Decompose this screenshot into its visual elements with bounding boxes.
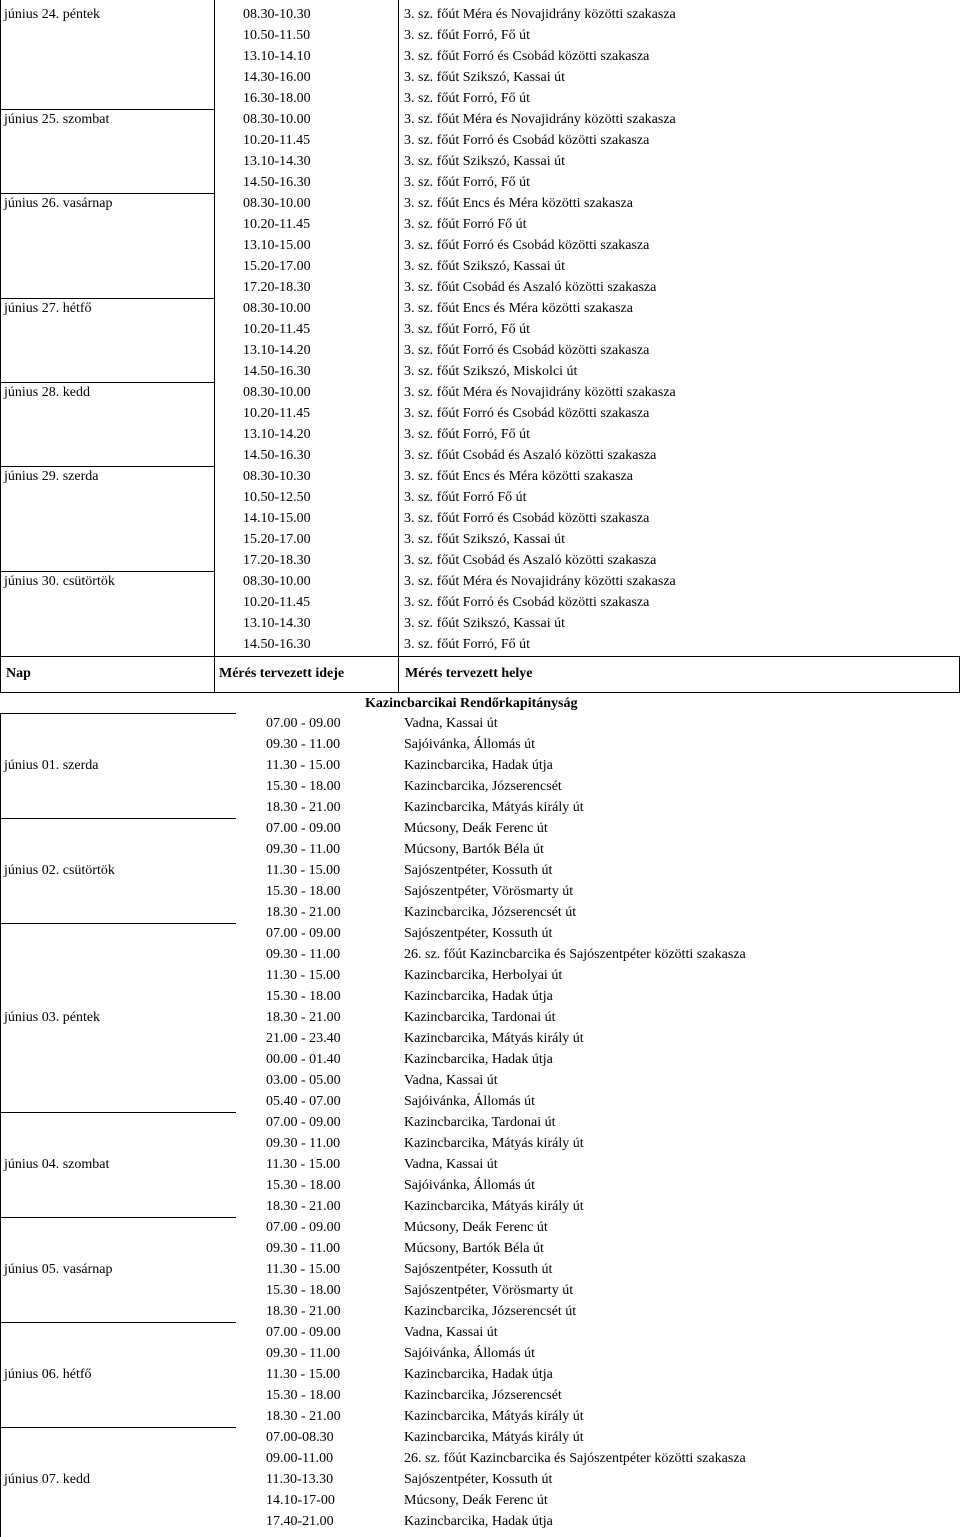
location-cell: 3. sz. főút Szikszó, Miskolci út <box>404 364 578 379</box>
time-cell: 15.30 - 18.00 <box>266 1283 341 1298</box>
location-cell: Kazincbarcika, Mátyás király út <box>404 800 584 815</box>
location-cell: Sajószentpéter, Kossuth út <box>404 926 553 941</box>
location-cell: 3. sz. főút Encs és Méra közötti szakasza <box>404 196 633 211</box>
location-cell: 3. sz. főút Csobád és Aszaló közötti szakasza <box>404 553 657 568</box>
time-cell: 13.10-14.20 <box>243 427 311 442</box>
location-cell: Sajószentpéter, Vörösmarty út <box>404 1283 574 1298</box>
day-label: június 07. kedd <box>4 1472 90 1487</box>
time-cell: 15.30 - 18.00 <box>266 1178 341 1193</box>
location-cell: Kazincbarcika, Tardonai út <box>404 1115 556 1130</box>
location-cell: 3. sz. főút Szikszó, Kassai út <box>404 259 565 274</box>
time-cell: 08.30-10.30 <box>243 7 311 22</box>
location-cell: 3. sz. főút Forró Fő út <box>404 490 527 505</box>
time-cell: 09.30 - 11.00 <box>266 737 341 752</box>
time-cell: 08.30-10.00 <box>243 574 311 589</box>
location-cell: Kazincbarcika, Hadak útja <box>404 989 553 1004</box>
location-cell: Vadna, Kassai út <box>404 1157 498 1172</box>
time-cell: 11.30 - 15.00 <box>266 863 341 878</box>
location-cell: 3. sz. főút Méra és Novajidrány közötti szakasza <box>404 385 676 400</box>
location-cell: Kazincbarcika, Mátyás király út <box>404 1430 584 1445</box>
day-label: június 30. csütörtök <box>4 574 115 589</box>
location-cell: Múcsony, Deák Ferenc út <box>404 1493 548 1508</box>
location-cell: 3. sz. főút Forró és Csobád közötti szakasza <box>404 406 650 421</box>
location-cell: Kazincbarcika, Mátyás király út <box>404 1031 584 1046</box>
day-label: június 06. hétfő <box>4 1367 92 1382</box>
time-cell: 10.50-11.50 <box>243 28 311 43</box>
table1-col-divider <box>214 0 215 657</box>
location-cell: Sajóivánka, Állomás út <box>404 1178 536 1193</box>
location-cell: 3. sz. főút Csobád és Aszaló közötti szakasza <box>404 280 657 295</box>
time-cell: 18.30 - 21.00 <box>266 1304 341 1319</box>
time-cell: 09.30 - 11.00 <box>266 1346 341 1361</box>
location-cell: 3. sz. főút Forró és Csobád közötti szakasza <box>404 49 650 64</box>
day-label: június 28. kedd <box>4 385 90 400</box>
header-time: Mérés tervezett ideje <box>219 666 345 681</box>
time-cell: 07.00 - 09.00 <box>266 716 341 731</box>
time-cell: 14.50-16.30 <box>243 637 311 652</box>
header-top-border <box>0 656 960 657</box>
location-cell: Kazincbarcika, Józserencsét út <box>404 905 577 920</box>
day-label: június 02. csütörtök <box>4 863 115 878</box>
location-cell: Múcsony, Deák Ferenc út <box>404 1220 548 1235</box>
table2-left-border <box>0 713 1 1537</box>
day-separator <box>0 1217 236 1218</box>
header-left-border <box>0 656 1 693</box>
location-cell: 3. sz. főút Forró, Fő út <box>404 427 530 442</box>
time-cell: 11.30 - 15.00 <box>266 1367 341 1382</box>
location-cell: Kazincbarcika, Józserencsét <box>404 1388 562 1403</box>
time-cell: 15.20-17.00 <box>243 532 311 547</box>
location-cell: Múcsony, Bartók Béla út <box>404 1241 544 1256</box>
time-cell: 16.30-18.00 <box>243 91 311 106</box>
time-cell: 14.50-16.30 <box>243 448 311 463</box>
time-cell: 13.10-14.30 <box>243 616 311 631</box>
header-location: Mérés tervezett helye <box>405 666 533 681</box>
time-cell: 09.30 - 11.00 <box>266 1136 341 1151</box>
location-cell: Sajóivánka, Állomás út <box>404 737 536 752</box>
time-cell: 00.00 - 01.40 <box>266 1052 341 1067</box>
header-bottom-border <box>0 692 960 693</box>
day-label: június 24. péntek <box>4 7 101 22</box>
location-cell: 3. sz. főút Encs és Méra közötti szakasza <box>404 469 633 484</box>
location-cell: Múcsony, Bartók Béla út <box>404 842 544 857</box>
location-cell: 3. sz. főút Forró, Fő út <box>404 28 530 43</box>
time-cell: 17.40-21.00 <box>266 1514 334 1529</box>
time-cell: 10.50-12.50 <box>243 490 311 505</box>
time-cell: 09.30 - 11.00 <box>266 842 341 857</box>
day-separator <box>0 1427 236 1428</box>
location-cell: Vadna, Kassai út <box>404 1325 498 1340</box>
header-day: Nap <box>6 666 31 681</box>
location-cell: Kazincbarcika, Mátyás király út <box>404 1409 584 1424</box>
time-cell: 15.20-17.00 <box>243 259 311 274</box>
location-cell: Kazincbarcika, Hadak útja <box>404 758 553 773</box>
time-cell: 10.20-11.45 <box>243 322 311 337</box>
time-cell: 10.20-11.45 <box>243 595 311 610</box>
location-cell: 3. sz. főút Forró, Fő út <box>404 637 530 652</box>
location-cell: 26. sz. főút Kazincbarcika és Sajószentpéter közötti szakasza <box>404 1451 746 1466</box>
time-cell: 14.50-16.30 <box>243 175 311 190</box>
time-cell: 14.10-15.00 <box>243 511 311 526</box>
day-label: június 29. szerda <box>4 469 99 484</box>
time-cell: 07.00 - 09.00 <box>266 1325 341 1340</box>
location-cell: 3. sz. főút Méra és Novajidrány közötti szakasza <box>404 574 676 589</box>
time-cell: 18.30 - 21.00 <box>266 1010 341 1025</box>
location-cell: 3. sz. főút Szikszó, Kassai út <box>404 532 565 547</box>
time-cell: 07.00-08.30 <box>266 1430 334 1445</box>
time-cell: 18.30 - 21.00 <box>266 905 341 920</box>
location-cell: Kazincbarcika, Hadak útja <box>404 1052 553 1067</box>
time-cell: 10.20-11.45 <box>243 217 311 232</box>
table1-col-divider <box>398 0 399 657</box>
time-cell: 14.50-16.30 <box>243 364 311 379</box>
time-cell: 14.30-16.00 <box>243 70 311 85</box>
time-cell: 21.00 - 23.40 <box>266 1031 341 1046</box>
location-cell: 3. sz. főút Forró, Fő út <box>404 91 530 106</box>
time-cell: 10.20-11.45 <box>243 133 311 148</box>
time-cell: 10.20-11.45 <box>243 406 311 421</box>
time-cell: 15.30 - 18.00 <box>266 779 341 794</box>
time-cell: 15.30 - 18.00 <box>266 1388 341 1403</box>
day-label: június 03. péntek <box>4 1010 101 1025</box>
location-cell: 3. sz. főút Forró Fő út <box>404 217 527 232</box>
location-cell: 3. sz. főút Forró és Csobád közötti szakasza <box>404 238 650 253</box>
time-cell: 15.30 - 18.00 <box>266 989 341 1004</box>
location-cell: Kazincbarcika, Józserencsét út <box>404 1304 577 1319</box>
time-cell: 09.30 - 11.00 <box>266 1241 341 1256</box>
time-cell: 07.00 - 09.00 <box>266 1115 341 1130</box>
location-cell: Kazincbarcika, Hadak útja <box>404 1367 553 1382</box>
subheader-precinct: Kazincbarcikai Rendőrkapitányság <box>365 696 578 711</box>
location-cell: Kazincbarcika, Józserencsét <box>404 779 562 794</box>
time-cell: 14.10-17-00 <box>266 1493 335 1508</box>
location-cell: Kazincbarcika, Mátyás király út <box>404 1199 584 1214</box>
time-cell: 18.30 - 21.00 <box>266 800 341 815</box>
location-cell: 3. sz. főút Forró és Csobád közötti szakasza <box>404 595 650 610</box>
day-label: június 01. szerda <box>4 758 99 773</box>
day-separator <box>0 1112 236 1113</box>
time-cell: 09.00-11.00 <box>266 1451 334 1466</box>
time-cell: 11.30 - 15.00 <box>266 1157 341 1172</box>
location-cell: Vadna, Kassai út <box>404 716 498 731</box>
time-cell: 08.30-10.00 <box>243 301 311 316</box>
day-label: június 05. vasárnap <box>4 1262 113 1277</box>
time-cell: 15.30 - 18.00 <box>266 884 341 899</box>
time-cell: 13.10-14.30 <box>243 154 311 169</box>
header-col-divider <box>398 656 399 693</box>
day-label: június 26. vasárnap <box>4 196 113 211</box>
day-label: június 27. hétfő <box>4 301 92 316</box>
time-cell: 18.30 - 21.00 <box>266 1409 341 1424</box>
time-cell: 08.30-10.00 <box>243 385 311 400</box>
location-cell: Sajószentpéter, Vörösmarty út <box>404 884 574 899</box>
location-cell: Sajószentpéter, Kossuth út <box>404 1262 553 1277</box>
location-cell: Kazincbarcika, Tardonai út <box>404 1010 556 1025</box>
location-cell: 3. sz. főút Encs és Méra közötti szakasza <box>404 301 633 316</box>
time-cell: 17.20-18.30 <box>243 280 311 295</box>
time-cell: 03.00 - 05.00 <box>266 1073 341 1088</box>
location-cell: Kazincbarcika, Hadak útja <box>404 1514 553 1529</box>
location-cell: 3. sz. főút Szikszó, Kassai út <box>404 154 565 169</box>
location-cell: Sajóivánka, Állomás út <box>404 1094 536 1109</box>
location-cell: 3. sz. főút Forró és Csobád közötti szakasza <box>404 133 650 148</box>
location-cell: 3. sz. főút Forró és Csobád közötti szakasza <box>404 511 650 526</box>
time-cell: 08.30-10.00 <box>243 112 311 127</box>
time-cell: 11.30-13.30 <box>266 1472 334 1487</box>
time-cell: 13.10-14.10 <box>243 49 311 64</box>
time-cell: 09.30 - 11.00 <box>266 947 341 962</box>
time-cell: 13.10-15.00 <box>243 238 311 253</box>
location-cell: Sajóivánka, Állomás út <box>404 1346 536 1361</box>
time-cell: 11.30 - 15.00 <box>266 968 341 983</box>
day-label: június 04. szombat <box>4 1157 110 1172</box>
location-cell: 3. sz. főút Méra és Novajidrány közötti szakasza <box>404 7 676 22</box>
location-cell: 3. sz. főút Méra és Novajidrány közötti szakasza <box>404 112 676 127</box>
location-cell: 26. sz. főút Kazincbarcika és Sajószentpéter közötti szakasza <box>404 947 746 962</box>
time-cell: 11.30 - 15.00 <box>266 1262 341 1277</box>
location-cell: 3. sz. főút Forró és Csobád közötti szakasza <box>404 343 650 358</box>
day-label: június 25. szombat <box>4 112 110 127</box>
time-cell: 17.20-18.30 <box>243 553 311 568</box>
table1-left-border <box>0 0 1 657</box>
location-cell: Múcsony, Deák Ferenc út <box>404 821 548 836</box>
location-cell: 3. sz. főút Forró, Fő út <box>404 175 530 190</box>
location-cell: Kazincbarcika, Herbolyai út <box>404 968 563 983</box>
time-cell: 08.30-10.30 <box>243 469 311 484</box>
time-cell: 08.30-10.00 <box>243 196 311 211</box>
location-cell: 3. sz. főút Szikszó, Kassai út <box>404 616 565 631</box>
location-cell: 3. sz. főút Forró, Fő út <box>404 322 530 337</box>
header-col-divider <box>214 656 215 693</box>
location-cell: Vadna, Kassai út <box>404 1073 498 1088</box>
location-cell: Sajószentpéter, Kossuth út <box>404 1472 553 1487</box>
day-separator <box>0 713 236 714</box>
time-cell: 07.00 - 09.00 <box>266 1220 341 1235</box>
location-cell: 3. sz. főút Szikszó, Kassai út <box>404 70 565 85</box>
time-cell: 05.40 - 07.00 <box>266 1094 341 1109</box>
time-cell: 07.00 - 09.00 <box>266 926 341 941</box>
location-cell: Sajószentpéter, Kossuth út <box>404 863 553 878</box>
time-cell: 11.30 - 15.00 <box>266 758 341 773</box>
location-cell: Kazincbarcika, Mátyás király út <box>404 1136 584 1151</box>
location-cell: 3. sz. főút Csobád és Aszaló közötti szakasza <box>404 448 657 463</box>
day-separator <box>0 923 236 924</box>
time-cell: 13.10-14.20 <box>243 343 311 358</box>
day-separator <box>0 818 236 819</box>
time-cell: 18.30 - 21.00 <box>266 1199 341 1214</box>
day-separator <box>0 1322 236 1323</box>
time-cell: 07.00 - 09.00 <box>266 821 341 836</box>
